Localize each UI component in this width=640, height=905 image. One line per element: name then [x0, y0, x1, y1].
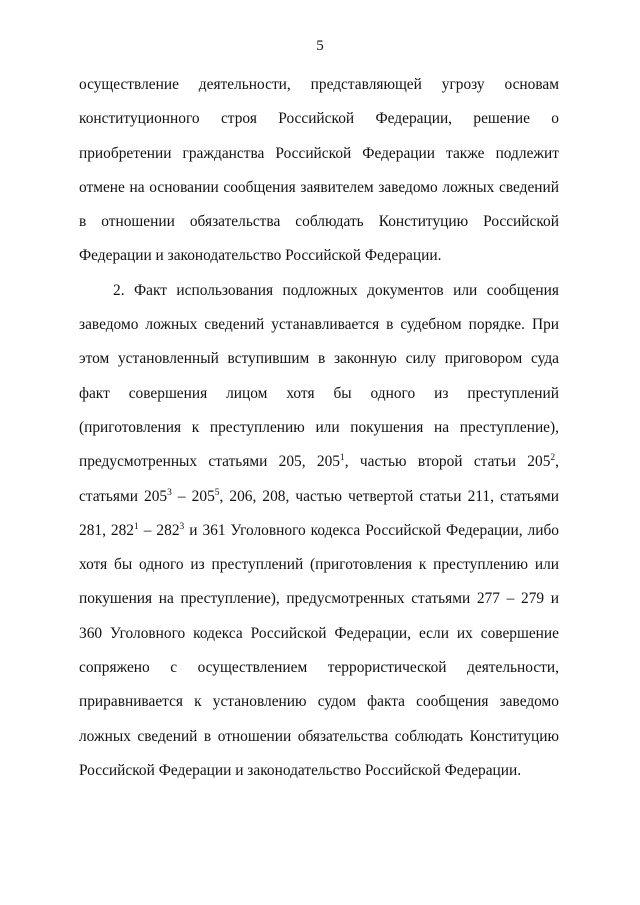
- page-number: 5: [316, 38, 324, 54]
- paragraph-2-text-3: , статьями 205: [79, 453, 559, 505]
- superscript-205-2: 2: [550, 453, 556, 464]
- paragraph-2-text-7: и 361 Уголовного кодекса Российской Федерации, либо хотя бы одного из преступлений (приготовления к преступлению или покушения на преступление), предусмотренных статьями 277 – 279 и 360 Уголовного кодекса Российской Федерации, если их совершение сопряжено с осуществлением террористической деятельности, приравнивается к установлению судом факта сообщения заведомо ложных сведений в отношении обязательства соблюдать Конституцию Российской Федерации и законодательство Российской Федерации.: [79, 521, 560, 779]
- paragraph-2-text-5: , 206, 208, частью четвертой статьи 211, статьями 281, 282: [79, 487, 559, 539]
- superscript-282-3: 3: [179, 521, 185, 532]
- paragraph-continuation: осуществление деятельности, представляющей угрозу основам конституционного строя Российской Федерации, решение о приобретении гражданства Российской Федерации также подлежит отмене на основании сообщения заявителем заведомо ложных сведений в отношении обязательства соблюдать Конституцию Российской Федерации и законодательство Российской Федерации.: [79, 76, 559, 265]
- paragraph-2: [79, 274, 559, 788]
- document-body: [79, 68, 559, 788]
- paragraph-2-text-4: – 205: [171, 487, 215, 505]
- paragraph-2-text-1: 2. Факт использования подложных документов или сообщения заведомо ложных сведений устанавливается в судебном порядке. При этом установленный вступившим в законную силу приговором суда факт совершения лицом хотя бы одного из преступлений (приготовления к преступлению или покушения на преступление), предусмотренных статьями 205, 205: [79, 281, 559, 471]
- superscript-205-3: 3: [167, 487, 172, 498]
- superscript-205-5: 5: [214, 487, 220, 498]
- superscript-282-1: 1: [134, 521, 139, 532]
- paragraph-2-text-2: , частью второй статьи 205: [344, 453, 551, 471]
- paragraph-2-text-6: – 282: [138, 521, 180, 539]
- superscript-205-1: 1: [339, 453, 345, 464]
